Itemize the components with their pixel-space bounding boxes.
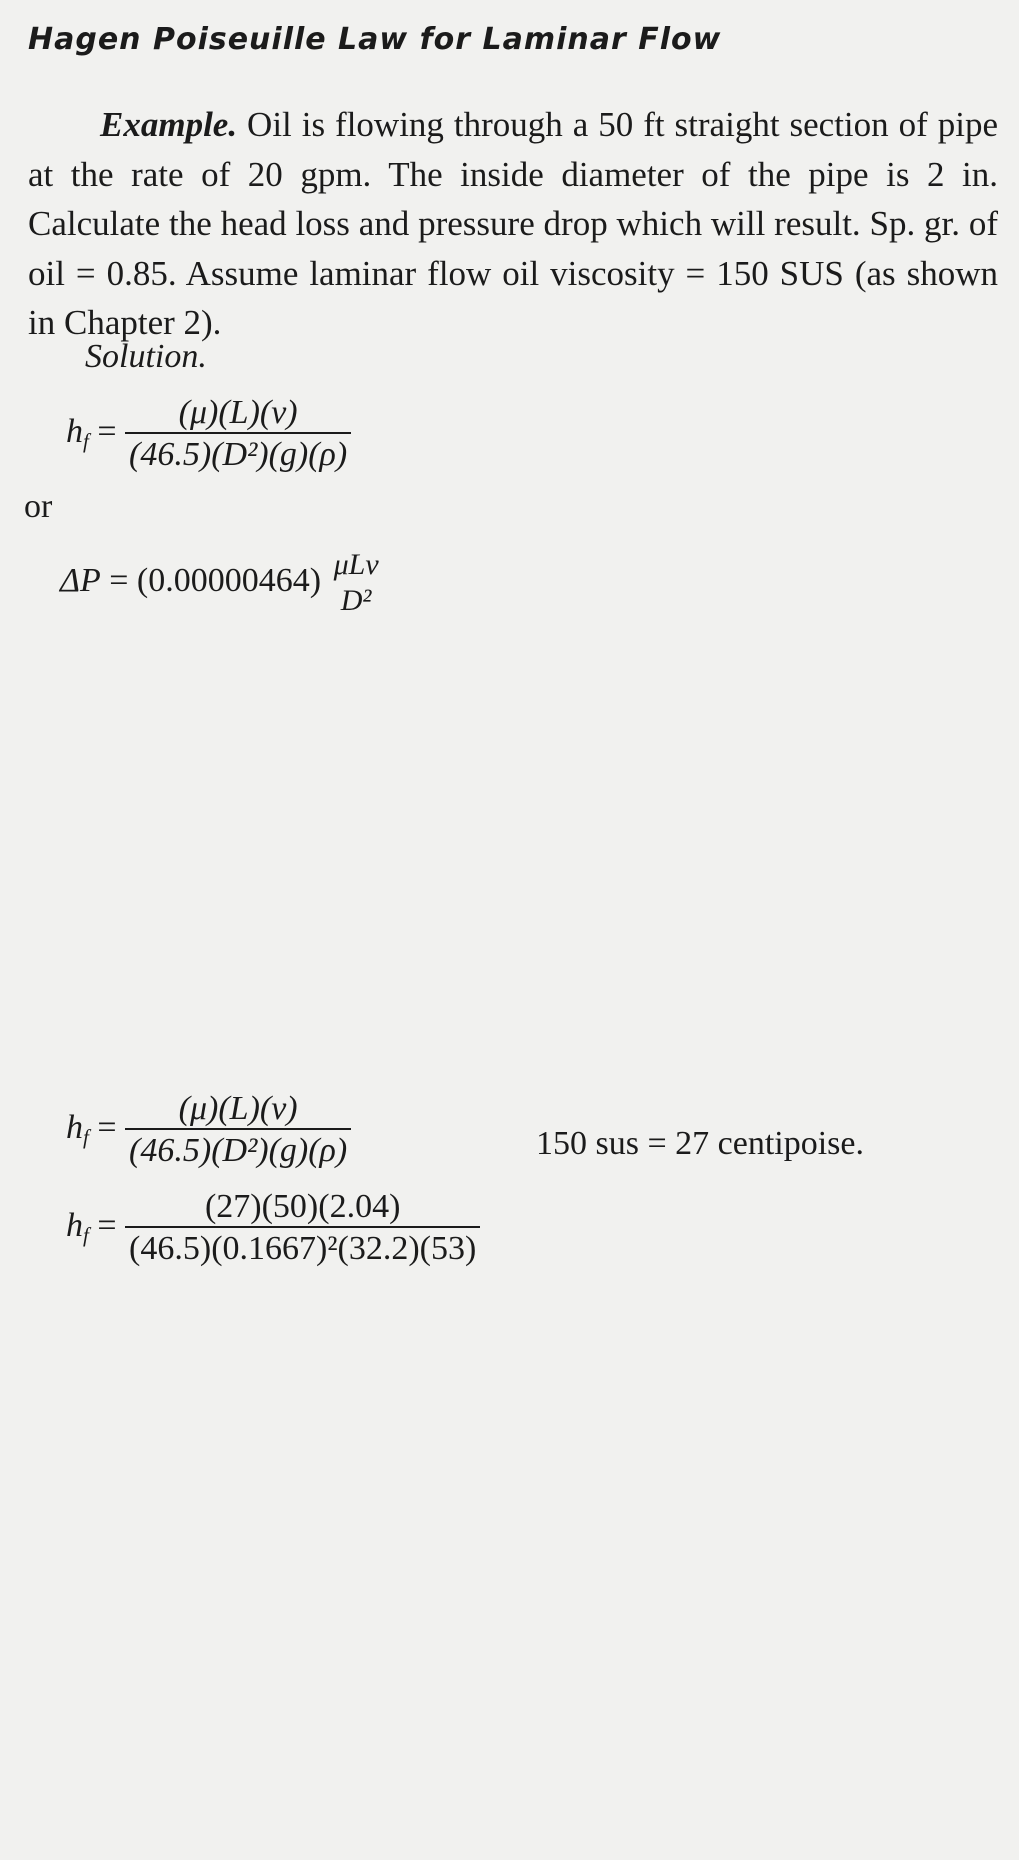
- formula1-denominator: (46.5)(D²)(g)(ρ): [125, 432, 351, 472]
- formula3-numerator: (μ)(L)(v): [178, 1090, 298, 1127]
- formula2-fraction: [330, 550, 383, 616]
- formula4-fraction: [125, 1190, 480, 1266]
- formula-head-loss-values: $h_f$ = $\frac{(27)(50)(2.04)}{\text{(46.5)(0.1667)²(32.2)(53)}}$: [66, 1190, 480, 1266]
- example-lead: Example.: [100, 105, 238, 144]
- formula3-lhs-sub: f: [83, 1125, 89, 1150]
- formula-pressure-drop: ΔP = (0.00000464) μLv D²: [60, 550, 383, 616]
- formula4-denominator: (46.5)(0.1667)²(32.2)(53): [125, 1226, 480, 1266]
- formula1-lhs: h: [66, 412, 83, 450]
- formula2-lhs: ΔP: [60, 561, 101, 599]
- formula2-coefficient: (0.00000464): [136, 561, 322, 599]
- page-heading: Hagen Poiseuille Law for Laminar Flow: [28, 22, 722, 57]
- viscosity-conversion-note: 150 sus = 27 centipoise.: [536, 1125, 864, 1162]
- formula-head-loss: $h_f$ = $\frac{(\mu)(L)(v)}{\text{(46.5)(D²)(g)(ρ)}}$: [66, 396, 351, 472]
- formula4-numerator: (27)(50)(2.04): [204, 1188, 401, 1225]
- example-text: Oil is flowing through a 50 ft straight section of pipe at the rate of 20 gpm. The inside diameter of the pipe is 2 in. Calculate the head loss and pressure drop which will result. Sp. gr. of oil = 0.85. Assume laminar flow oil viscosity = 150 SUS (as shown in Chapter 2).: [28, 105, 998, 342]
- formula3-fraction: [125, 1092, 351, 1168]
- formula4-lhs-sub: f: [83, 1223, 89, 1248]
- example-paragraph: [28, 100, 998, 348]
- formula1-numerator: (μ)(L)(v): [178, 394, 298, 431]
- solution-label: Solution.: [85, 338, 207, 375]
- formula-head-loss-repeat: $h_f$ = $\frac{(\mu)(L)(v)}{\text{(46.5)(D²)(g)(ρ)}}$: [66, 1092, 351, 1168]
- formula3-lhs: h: [66, 1108, 83, 1146]
- formula2-denominator: D²: [340, 584, 372, 617]
- formula2-numerator: μLv: [333, 548, 379, 581]
- formula3-denominator: (46.5)(D²)(g)(ρ): [125, 1128, 351, 1168]
- formula4-lhs: h: [66, 1206, 83, 1244]
- formula1-fraction: [125, 396, 351, 472]
- or-label: or: [24, 488, 53, 525]
- formula1-lhs-sub: f: [83, 429, 89, 454]
